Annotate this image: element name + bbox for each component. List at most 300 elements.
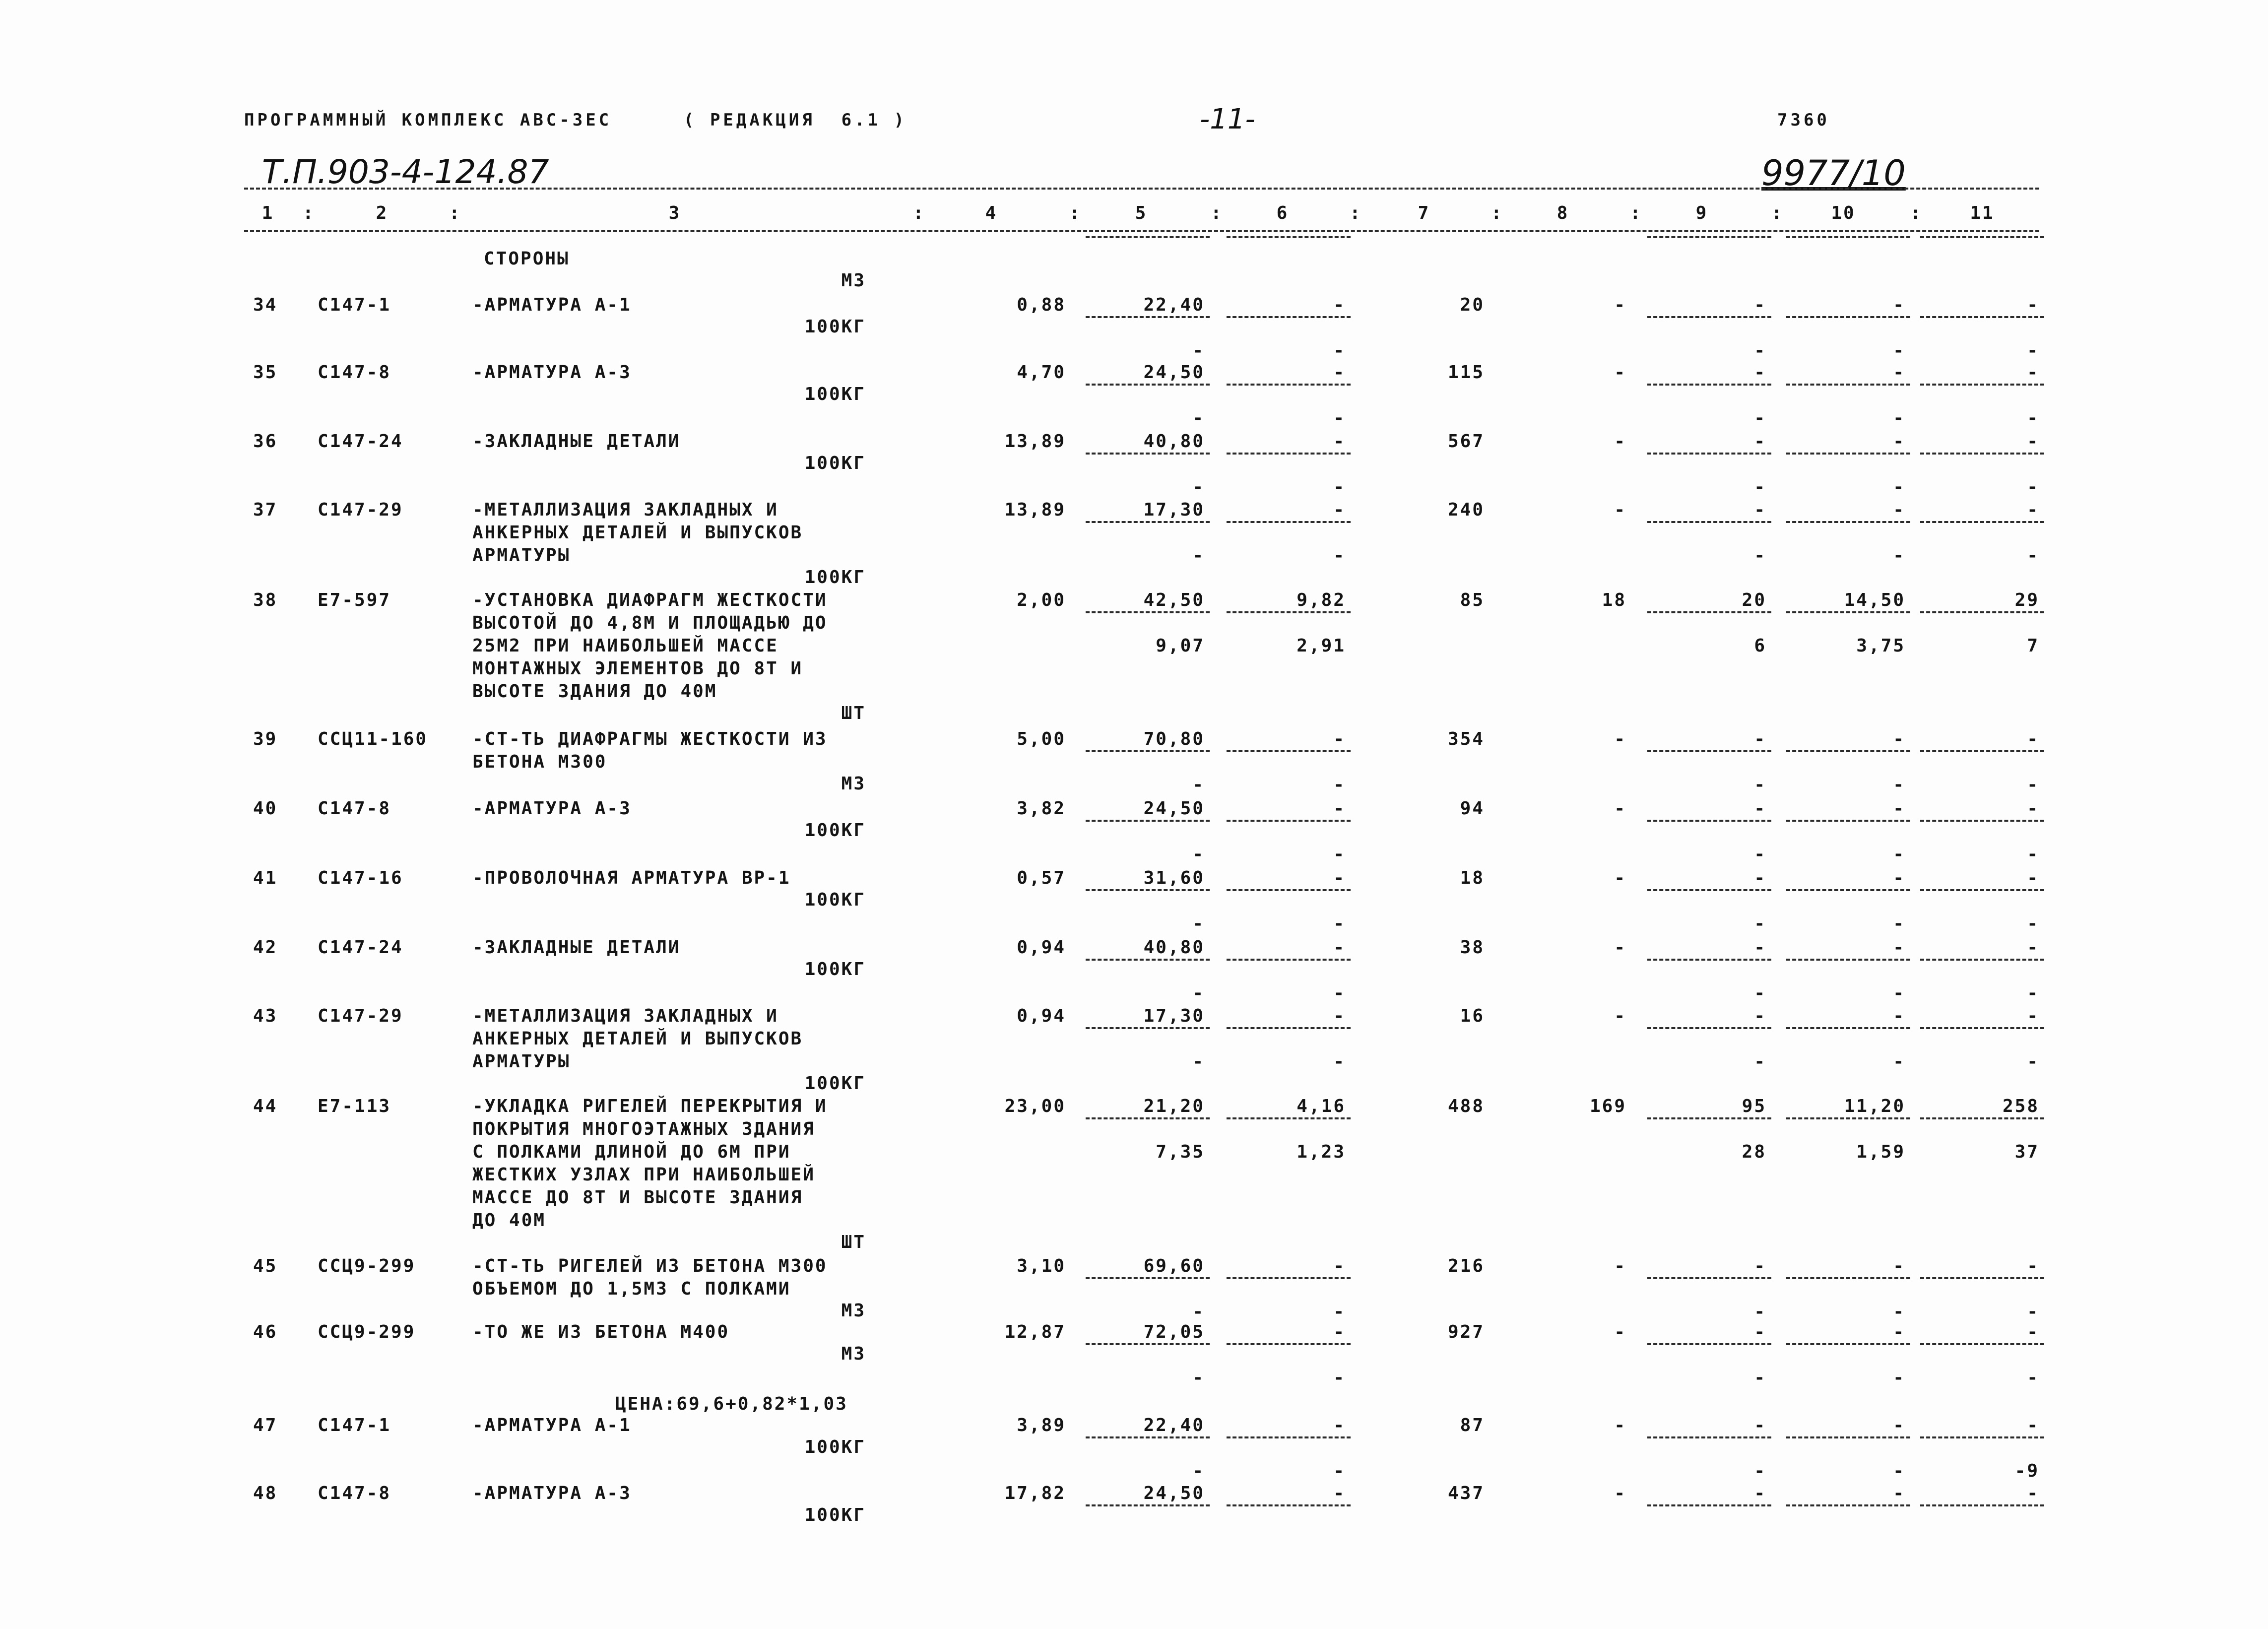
unit-price: 24,50 <box>1143 362 1205 383</box>
machine-cost: - <box>1754 1415 1766 1435</box>
machine-price-sub: - <box>1333 983 1346 1003</box>
header-rule-top <box>244 188 2039 190</box>
work-description: ПОКРЫТИЯ МНОГОЭТАЖНЫХ ЗДАНИЯ <box>472 1119 815 1139</box>
quantity: 0,57 <box>1017 868 1066 888</box>
machine-cost: - <box>1754 729 1766 749</box>
labor-norm-sub: - <box>1893 545 1905 566</box>
labor-norm-sub: - <box>1893 913 1905 934</box>
unit-of-measure: 100КГ <box>804 820 866 841</box>
machine-price: - <box>1333 868 1346 888</box>
machine-cost: 20 <box>1742 590 1766 610</box>
subtotal-divider <box>1227 820 1351 822</box>
unit-price-sub: - <box>1192 408 1205 428</box>
work-description: АНКЕРНЫХ ДЕТАЛЕЙ И ВЫПУСКОВ <box>472 522 803 543</box>
work-description: СТОРОНЫ <box>484 249 570 269</box>
wages: - <box>1614 362 1626 383</box>
subtotal-divider <box>1786 889 1910 891</box>
subtotal-divider <box>1647 1343 1771 1345</box>
machine-cost: - <box>1754 500 1766 520</box>
total-cost: 567 <box>1447 431 1485 452</box>
column-header-7: 7 <box>1418 203 1430 223</box>
project-number: Т.П.903-4-124.87 <box>262 153 549 191</box>
subtotal-divider <box>1227 889 1351 891</box>
machine-price-sub: - <box>1333 477 1346 497</box>
total-cost: 216 <box>1447 1256 1485 1276</box>
subtotal-divider <box>1920 889 2044 891</box>
unit-of-measure: 100КГ <box>804 384 866 404</box>
subtotal-divider <box>1647 611 1771 613</box>
unit-price-sub: - <box>1192 340 1205 361</box>
subtotal-divider <box>1920 521 2044 523</box>
subtotal-divider <box>1786 316 1910 318</box>
subtotal-divider <box>1920 236 2044 238</box>
machine-price-sub: - <box>1333 408 1346 428</box>
rate-code: С147-1 <box>318 295 391 315</box>
labor-total: 29 <box>2014 590 2039 610</box>
unit-price-sub: 9,07 <box>1156 636 1205 656</box>
labor-norm: - <box>1893 362 1905 383</box>
subtotal-divider <box>1920 316 2044 318</box>
unit-price: 17,30 <box>1143 1006 1205 1026</box>
total-cost: 927 <box>1447 1322 1485 1342</box>
rate-code: ССЦ9-299 <box>318 1322 416 1342</box>
subtotal-divider <box>1227 1504 1351 1506</box>
rate-code: Е7-597 <box>318 590 391 610</box>
unit-of-measure: 100КГ <box>804 1073 866 1094</box>
work-description: МОНТАЖНЫХ ЭЛЕМЕНТОВ ДО 8Т И <box>472 658 803 679</box>
subtotal-divider <box>1086 1504 1210 1506</box>
quantity: 17,82 <box>1004 1483 1066 1503</box>
wages: - <box>1614 431 1626 452</box>
machine-price: - <box>1333 362 1346 383</box>
edition-label: ( РЕДАКЦИЯ 6.1 ) <box>684 110 907 130</box>
subtotal-divider <box>1227 1027 1351 1029</box>
total-cost: 85 <box>1460 590 1485 610</box>
labor-total: - <box>2027 295 2039 315</box>
labor-total: - <box>2027 1006 2039 1026</box>
subtotal-divider <box>1086 820 1210 822</box>
subtotal-divider <box>1786 1436 1910 1438</box>
labor-norm: - <box>1893 431 1905 452</box>
labor-total-sub: - <box>2027 983 2039 1003</box>
machine-price-sub: - <box>1333 1302 1346 1322</box>
labor-norm: - <box>1893 937 1905 958</box>
unit-of-measure: ШТ <box>841 1232 866 1252</box>
labor-norm-sub: - <box>1893 477 1905 497</box>
work-description: -СТ-ТЬ РИГЕЛЕЙ ИЗ БЕТОНА М300 <box>472 1256 828 1276</box>
labor-total: - <box>2027 798 2039 819</box>
machine-cost: - <box>1754 1256 1766 1276</box>
work-description: 25М2 ПРИ НАИБОЛЬШЕЙ МАССЕ <box>472 636 778 656</box>
labor-total: 258 <box>2002 1096 2039 1116</box>
labor-total-sub: - <box>2027 408 2039 428</box>
machine-price-sub: 2,91 <box>1296 636 1346 656</box>
quantity: 12,87 <box>1004 1322 1066 1342</box>
work-description: -МЕТАЛЛИЗАЦИЯ ЗАКЛАДНЫХ И <box>472 500 778 520</box>
total-cost: 240 <box>1447 500 1485 520</box>
machine-price-sub: - <box>1333 545 1346 566</box>
rate-code: С147-1 <box>318 1415 391 1435</box>
machine-cost: - <box>1754 362 1766 383</box>
work-description: -ТО ЖЕ ИЗ БЕТОНА М400 <box>472 1322 730 1342</box>
machine-cost-sub: - <box>1754 1051 1766 1072</box>
wages: 18 <box>1602 590 1626 610</box>
total-cost: 437 <box>1447 1483 1485 1503</box>
work-description: АРМАТУРЫ <box>472 545 571 566</box>
column-header-5: 5 <box>1135 203 1148 223</box>
unit-price-sub: - <box>1192 983 1205 1003</box>
work-description: -ПРОВОЛОЧНАЯ АРМАТУРА ВР-1 <box>472 868 791 888</box>
labor-total: - <box>2027 937 2039 958</box>
unit-of-measure: 100КГ <box>804 317 866 337</box>
labor-norm-sub: - <box>1893 775 1905 795</box>
work-description: АНКЕРНЫХ ДЕТАЛЕЙ И ВЫПУСКОВ <box>472 1029 803 1049</box>
row-number: 48 <box>253 1483 278 1503</box>
labor-total-sub: - <box>2027 340 2039 361</box>
subtotal-divider <box>1786 1504 1910 1506</box>
row-number: 36 <box>253 431 278 452</box>
row-number: 35 <box>253 362 278 383</box>
machine-price-sub: - <box>1333 1051 1346 1072</box>
labor-total-sub: - <box>2027 1368 2039 1388</box>
work-description: ВЫСОТОЙ ДО 4,8М И ПЛОЩАДЬЮ ДО <box>472 613 828 633</box>
work-description: ДО 40М <box>472 1210 546 1231</box>
quantity: 0,94 <box>1017 937 1066 958</box>
row-number: 44 <box>253 1096 278 1116</box>
machine-price: 9,82 <box>1296 590 1346 610</box>
unit-price: 21,20 <box>1143 1096 1205 1116</box>
row-number: 46 <box>253 1322 278 1342</box>
column-separator: : <box>1491 203 1503 223</box>
subtotal-divider <box>1920 1436 2044 1438</box>
labor-total-sub: 37 <box>2014 1142 2039 1162</box>
total-cost: 94 <box>1460 798 1485 819</box>
total-cost: 488 <box>1447 1096 1485 1116</box>
subtotal-divider <box>1786 959 1910 961</box>
total-cost: 18 <box>1460 868 1485 888</box>
row-number: 43 <box>253 1006 278 1026</box>
subtotal-divider <box>1920 384 2044 386</box>
machine-price: - <box>1333 500 1346 520</box>
unit-price-sub: - <box>1192 1302 1205 1322</box>
unit-price-sub: - <box>1192 844 1205 864</box>
machine-cost-sub: - <box>1754 477 1766 497</box>
subtotal-divider <box>1086 521 1210 523</box>
unit-of-measure: М3 <box>841 270 866 291</box>
machine-cost-sub: - <box>1754 844 1766 864</box>
subtotal-divider <box>1786 1277 1910 1279</box>
machine-price-sub: - <box>1333 913 1346 934</box>
subtotal-divider <box>1786 750 1910 752</box>
work-description: -ЗАКЛАДНЫЕ ДЕТАЛИ <box>472 937 681 958</box>
machine-cost: - <box>1754 1322 1766 1342</box>
machine-cost: - <box>1754 937 1766 958</box>
subtotal-divider <box>1786 521 1910 523</box>
wages: - <box>1614 1483 1626 1503</box>
machine-cost-sub: 28 <box>1742 1142 1766 1162</box>
machine-cost-sub: - <box>1754 1461 1766 1481</box>
labor-norm-sub: - <box>1893 340 1905 361</box>
subtotal-divider <box>1920 1504 2044 1506</box>
labor-norm: - <box>1893 1322 1905 1342</box>
row-number: 37 <box>253 500 278 520</box>
subtotal-divider <box>1647 1436 1771 1438</box>
machine-price: - <box>1333 798 1346 819</box>
subtotal-divider <box>1647 1027 1771 1029</box>
labor-norm: - <box>1893 729 1905 749</box>
labor-norm-sub: - <box>1893 983 1905 1003</box>
unit-of-measure: М3 <box>841 774 866 794</box>
machine-price-sub: - <box>1333 844 1346 864</box>
machine-price: - <box>1333 937 1346 958</box>
labor-norm: - <box>1893 798 1905 819</box>
subtotal-divider <box>1227 959 1351 961</box>
subtotal-divider <box>1227 316 1351 318</box>
column-header-2: 2 <box>376 203 389 223</box>
row-number: 39 <box>253 729 278 749</box>
subtotal-divider <box>1920 750 2044 752</box>
column-header-1: 1 <box>261 203 274 223</box>
row-number: 38 <box>253 590 278 610</box>
rate-code: С147-24 <box>318 937 403 958</box>
unit-of-measure: 100КГ <box>804 959 866 979</box>
work-description: -АРМАТУРА А-1 <box>472 1415 632 1435</box>
labor-total: - <box>2027 1483 2039 1503</box>
column-header-3: 3 <box>668 203 681 223</box>
quantity: 3,10 <box>1017 1256 1066 1276</box>
total-cost: 38 <box>1460 937 1485 958</box>
subtotal-divider <box>1647 1117 1771 1119</box>
subtotal-divider <box>1647 316 1771 318</box>
machine-price: - <box>1333 1006 1346 1026</box>
wages: - <box>1614 937 1626 958</box>
work-description: -АРМАТУРА А-3 <box>472 362 632 383</box>
machine-cost: - <box>1754 868 1766 888</box>
subtotal-divider <box>1227 1117 1351 1119</box>
machine-cost: 95 <box>1742 1096 1766 1116</box>
page-number-mark: -11- <box>1200 103 1255 135</box>
labor-total-sub: - <box>2027 545 2039 566</box>
row-number: 45 <box>253 1256 278 1276</box>
machine-price-sub: - <box>1333 775 1346 795</box>
machine-price: - <box>1333 1483 1346 1503</box>
row-number: 41 <box>253 868 278 888</box>
machine-price: - <box>1333 729 1346 749</box>
subtotal-divider <box>1920 453 2044 455</box>
machine-cost-sub: - <box>1754 913 1766 934</box>
labor-total: - <box>2027 431 2039 452</box>
labor-norm: 14,50 <box>1844 590 1905 610</box>
unit-price: 72,05 <box>1143 1322 1205 1342</box>
machine-price-sub: - <box>1333 340 1346 361</box>
subtotal-divider <box>1786 1343 1910 1345</box>
unit-price: 24,50 <box>1143 798 1205 819</box>
subtotal-divider <box>1227 236 1351 238</box>
subtotal-divider <box>1920 1027 2044 1029</box>
subtotal-divider <box>1227 1436 1351 1438</box>
labor-norm-sub: - <box>1893 408 1905 428</box>
subtotal-divider <box>1647 1277 1771 1279</box>
wages: - <box>1614 868 1626 888</box>
unit-price: 69,60 <box>1143 1256 1205 1276</box>
subtotal-divider <box>1086 611 1210 613</box>
column-header-10: 10 <box>1831 203 1856 223</box>
unit-price: 22,40 <box>1143 295 1205 315</box>
machine-price-sub: - <box>1333 1461 1346 1481</box>
subtotal-divider <box>1227 521 1351 523</box>
work-description: -АРМАТУРА А-3 <box>472 1483 632 1503</box>
work-description: ОБЪЕМОМ ДО 1,5М3 С ПОЛКАМИ <box>472 1279 791 1299</box>
unit-price-sub: - <box>1192 1461 1205 1481</box>
machine-price: - <box>1333 295 1346 315</box>
machine-cost-sub: - <box>1754 545 1766 566</box>
wages: 169 <box>1589 1096 1626 1116</box>
subtotal-divider <box>1647 384 1771 386</box>
unit-of-measure: 100КГ <box>804 567 866 587</box>
subtotal-divider <box>1227 453 1351 455</box>
subtotal-divider <box>1086 1343 1210 1345</box>
rate-code: С147-29 <box>318 1006 403 1026</box>
subtotal-divider <box>1086 1117 1210 1119</box>
subtotal-divider <box>1086 959 1210 961</box>
unit-price: 42,50 <box>1143 590 1205 610</box>
work-description: МАССЕ ДО 8Т И ВЫСОТЕ ЗДАНИЯ <box>472 1187 803 1208</box>
subtotal-divider <box>1086 384 1210 386</box>
unit-of-measure: М3 <box>841 1301 866 1321</box>
sheet-number: 9977/10 <box>1761 153 1906 194</box>
machine-price-sub: - <box>1333 1368 1346 1388</box>
labor-norm: - <box>1893 1256 1905 1276</box>
subtotal-divider <box>1227 750 1351 752</box>
document-code: 7360 <box>1777 110 1830 130</box>
subtotal-divider <box>1086 750 1210 752</box>
labor-total-sub: - <box>2027 1051 2039 1072</box>
wages: - <box>1614 295 1626 315</box>
work-description: ВЫСОТЕ ЗДАНИЯ ДО 40М <box>472 681 717 702</box>
column-header-8: 8 <box>1556 203 1569 223</box>
subtotal-divider <box>1647 453 1771 455</box>
labor-norm: - <box>1893 1415 1905 1435</box>
work-description: ЖЕСТКИХ УЗЛАХ ПРИ НАИБОЛЬШЕЙ <box>472 1165 815 1185</box>
rate-code: С147-8 <box>318 798 391 819</box>
total-cost: 16 <box>1460 1006 1485 1026</box>
unit-price-sub: - <box>1192 477 1205 497</box>
work-description: -СТ-ТЬ ДИАФРАГМЫ ЖЕСТКОСТИ ИЗ <box>472 729 828 749</box>
labor-norm-sub: - <box>1893 1302 1905 1322</box>
column-separator: : <box>1910 203 1923 223</box>
subtotal-divider <box>1786 1117 1910 1119</box>
unit-price: 24,50 <box>1143 1483 1205 1503</box>
machine-price: - <box>1333 1322 1346 1342</box>
unit-of-measure: 100КГ <box>804 890 866 910</box>
quantity: 3,89 <box>1017 1415 1066 1435</box>
subtotal-divider <box>1227 1277 1351 1279</box>
quantity: 13,89 <box>1004 431 1066 452</box>
rate-code: С147-24 <box>318 431 403 452</box>
unit-price-sub: 7,35 <box>1156 1142 1205 1162</box>
subtotal-divider <box>1647 521 1771 523</box>
subtotal-divider <box>1920 1343 2044 1345</box>
subtotal-divider <box>1920 959 2044 961</box>
machine-cost: - <box>1754 1483 1766 1503</box>
machine-cost: - <box>1754 431 1766 452</box>
rate-code: С147-29 <box>318 500 403 520</box>
machine-price-sub: 1,23 <box>1296 1142 1346 1162</box>
labor-norm: - <box>1893 500 1905 520</box>
labor-total-sub: -9 <box>2014 1461 2039 1481</box>
column-header-4: 4 <box>985 203 998 223</box>
subtotal-divider <box>1086 453 1210 455</box>
subtotal-divider <box>1227 384 1351 386</box>
subtotal-divider <box>1086 1436 1210 1438</box>
work-description: -АРМАТУРА А-1 <box>472 295 632 315</box>
subtotal-divider <box>1786 611 1910 613</box>
work-description: -АРМАТУРА А-3 <box>472 798 632 819</box>
subtotal-divider <box>1086 1027 1210 1029</box>
machine-price: - <box>1333 431 1346 452</box>
unit-price-sub: - <box>1192 913 1205 934</box>
unit-price: 70,80 <box>1143 729 1205 749</box>
unit-of-measure: М3 <box>841 1344 866 1364</box>
total-cost: 20 <box>1460 295 1485 315</box>
quantity: 2,00 <box>1017 590 1066 610</box>
subtotal-divider <box>1647 236 1771 238</box>
column-header-11: 11 <box>1970 203 1995 223</box>
row-number: 34 <box>253 295 278 315</box>
labor-norm: - <box>1893 1483 1905 1503</box>
work-description: С ПОЛКАМИ ДЛИНОЙ ДО 6М ПРИ <box>472 1142 791 1162</box>
column-separator: : <box>1069 203 1082 223</box>
subtotal-divider <box>1647 750 1771 752</box>
rate-code: С147-8 <box>318 1483 391 1503</box>
work-description: -МЕТАЛЛИЗАЦИЯ ЗАКЛАДНЫХ И <box>472 1006 778 1026</box>
quantity: 0,88 <box>1017 295 1066 315</box>
labor-total-sub: - <box>2027 1302 2039 1322</box>
subtotal-divider <box>1920 1277 2044 1279</box>
column-header-6: 6 <box>1276 203 1289 223</box>
column-separator: : <box>449 203 461 223</box>
rate-code: С147-8 <box>318 362 391 383</box>
labor-norm-sub: 3,75 <box>1856 636 1905 656</box>
labor-norm: - <box>1893 868 1905 888</box>
work-description: АРМАТУРЫ <box>472 1051 571 1072</box>
program-title: ПРОГРАММНЫЙ КОМПЛЕКС АВС-ЗЕС <box>244 110 612 130</box>
wages: - <box>1614 1322 1626 1342</box>
total-cost: 87 <box>1460 1415 1485 1435</box>
subtotal-divider <box>1647 889 1771 891</box>
subtotal-divider <box>1647 1504 1771 1506</box>
labor-total: - <box>2027 362 2039 383</box>
subtotal-divider <box>1647 820 1771 822</box>
machine-cost: - <box>1754 295 1766 315</box>
machine-cost-sub: - <box>1754 408 1766 428</box>
subtotal-divider <box>1920 611 2044 613</box>
header-rule-bottom <box>244 230 2039 232</box>
labor-total: - <box>2027 1322 2039 1342</box>
labor-total-sub: - <box>2027 844 2039 864</box>
unit-of-measure: ШТ <box>841 703 866 723</box>
work-description: -ЗАКЛАДНЫЕ ДЕТАЛИ <box>472 431 681 452</box>
column-separator: : <box>303 203 315 223</box>
rate-code: ССЦ11-160 <box>318 729 428 749</box>
machine-price: 4,16 <box>1296 1096 1346 1116</box>
labor-norm: - <box>1893 295 1905 315</box>
labor-norm-sub: 1,59 <box>1856 1142 1905 1162</box>
unit-price: 17,30 <box>1143 500 1205 520</box>
subtotal-divider <box>1086 236 1210 238</box>
subtotal-divider <box>1227 1343 1351 1345</box>
subtotal-divider <box>1920 820 2044 822</box>
